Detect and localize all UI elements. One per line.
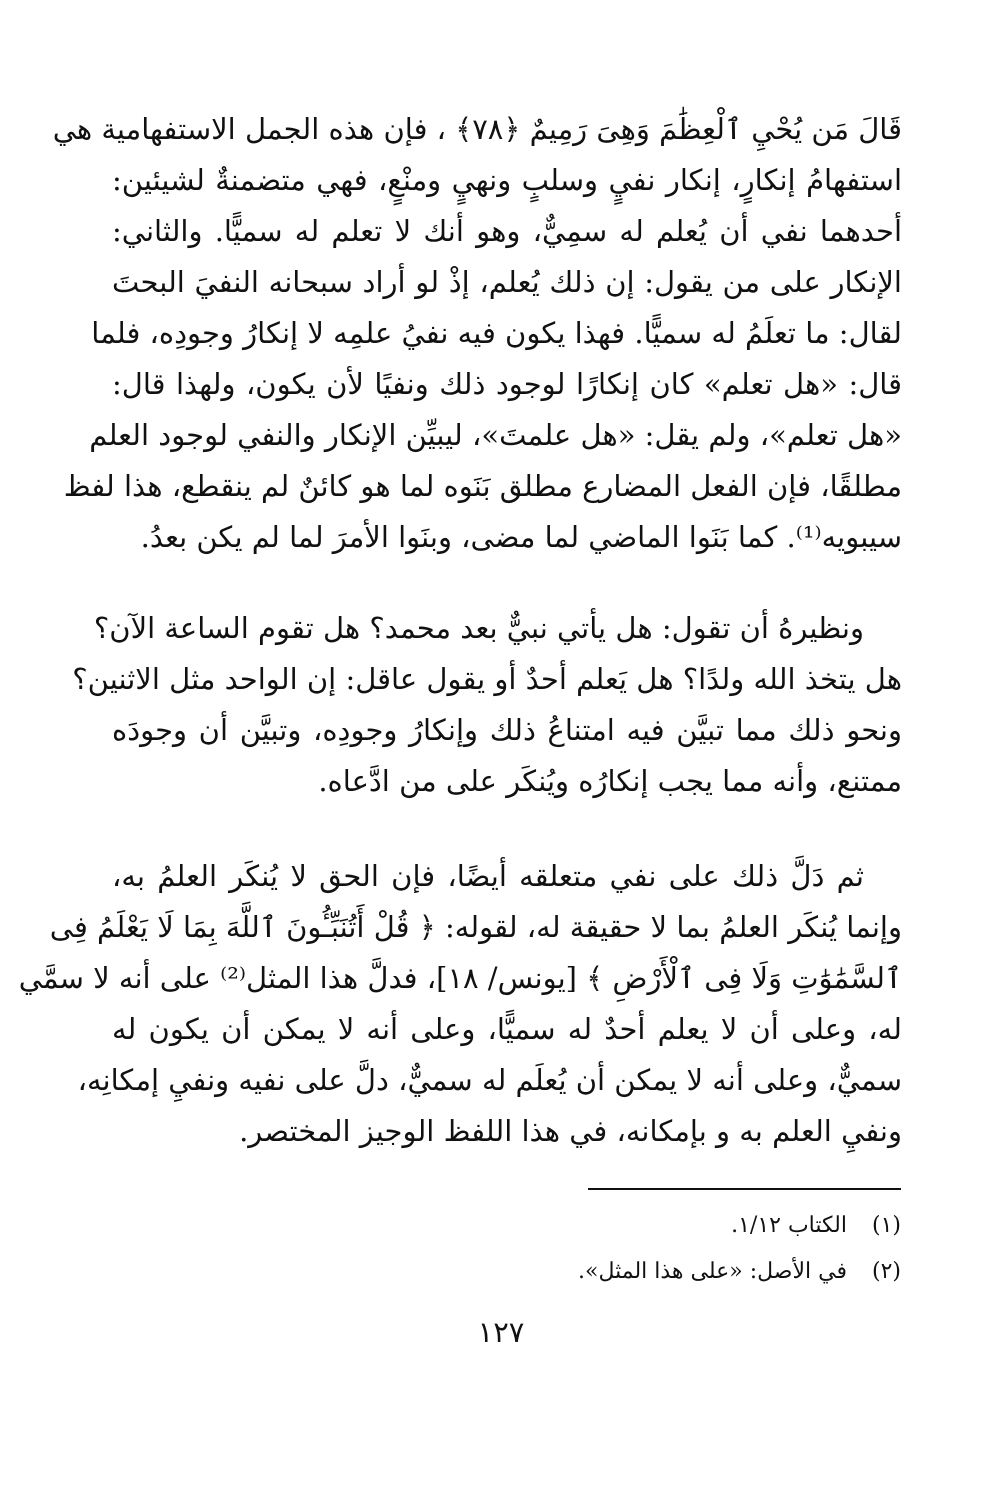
- footnote-divider: [588, 1188, 901, 1190]
- footnote-text: في الأصل: «على هذا المثل».: [577, 1259, 847, 1284]
- paragraph-line: أحدهما نفي أن يُعلم له سمِيٌّ، وهو أنك لا تعلم له سميًّا. والثاني:: [112, 214, 902, 248]
- paragraph-line: سيبويه⁽¹⁾. كما بَنَوا الماضي لما مضى، وبنَوا الأمرَ لما لم يكن بعدُ.: [140, 520, 902, 554]
- paragraph-1: [52, 104, 902, 563]
- footnote-text: الكتاب ١/١٢.: [731, 1213, 847, 1238]
- paragraph-line: سميٌّ، وعلى أنه لا يمكن أن يُعلَم له سميٌّ، دلَّ على نفيه ونفيِ إمكانِه،: [77, 1063, 902, 1097]
- paragraph-line: ثم دَلَّ ذلك على نفي متعلقه أيضًا، فإن الحق لا يُنكَر العلمُ به،: [112, 859, 864, 893]
- footnote-1: [480, 1203, 901, 1249]
- paragraph-line: وإنما يُنكَر العلمُ بما لا حقيقة له، لقوله: ﴿ قُلْ أَتُنَبِّـُٔونَ ٱللَّهَ بِمَا لَا يَعْلَمُ فِى: [49, 910, 902, 944]
- footnote-2: [480, 1249, 901, 1295]
- footnotes: [480, 1203, 901, 1295]
- footnote-number: (٢): [871, 1259, 901, 1284]
- paragraph-line: الإنكار على من يقول: إن ذلك يُعلم، إذْ لو أراد سبحانه النفيَ البحتَ: [112, 265, 902, 299]
- paragraph-line: لقال: ما تعلَمُ له سميًّا. فهذا يكون فيه نفيُ علمِه لا إنكارُ وجودِه، فلما: [91, 316, 902, 350]
- footnote-number: (١): [871, 1213, 901, 1238]
- paragraph-line: له، وعلى أن لا يعلم أحدٌ له سميًّا، وعلى أنه لا يمكن أن يكون له: [112, 1012, 902, 1046]
- paragraph-line: ونحو ذلك مما تبيَّن فيه امتناعُ ذلك وإنكارُ وجودِه، وتبيَّن أن وجودَه: [112, 713, 902, 747]
- paragraph-line: ٱلسَّمَٰوَٰتِ وَلَا فِى ٱلْأَرْضِ ﴾ [يونس/ ١٨]، فدلَّ هذا المثل⁽²⁾ على أنه لا سمَّي: [18, 961, 902, 995]
- page-number: ١٢٧: [477, 1315, 525, 1349]
- paragraph-line: قال: «هل تعلم» كان إنكارًا لوجود ذلك ونفيًا لأن يكون، ولهذا قال:: [112, 367, 902, 401]
- paragraph-line: ونفيِ العلم به و بإمكانه، في هذا اللفظ الوجيز المختصر.: [239, 1114, 902, 1148]
- paragraph-line: ونظيرهُ أن تقول: هل يأتي نبيٌّ بعد محمد؟ هل تقوم الساعة الآن؟: [93, 611, 864, 645]
- paragraph-line: استفهامُ إنكارٍ، إنكار نفيٍ وسلبٍ ونهيٍ ومنْعٍ، فهي متضمنةٌ لشيئين:: [112, 163, 902, 197]
- paragraph-line: هل يتخذ الله ولدًا؟ هل يَعلم أحدٌ أو يقول عاقل: إن الواحد مثل الاثنين؟: [72, 662, 902, 696]
- paragraph-line: قَالَ مَن يُحْيِ ٱلْعِظَٰمَ وَهِىَ رَمِيمٌ ﴿٧٨﴾ ، فإن هذه الجمل الاستفهامية هي: [52, 112, 902, 146]
- paragraph-line: «هل تعلم»، ولم يقل: «هل علمتَ»، ليبيِّن الإنكار والنفي لوجود العلم: [89, 418, 902, 452]
- paragraph-line: مطلقًا، فإن الفعل المضارع مطلق بَنَوه لما هو كائنٌ لم ينقطع، هذا لفظ: [63, 469, 902, 503]
- paragraph-line: ممتنع، وأنه مما يجب إنكارُه ويُنكَر على من ادَّعاه.: [318, 764, 902, 798]
- paragraph-3: [18, 851, 902, 1157]
- paragraph-2: [72, 603, 902, 807]
